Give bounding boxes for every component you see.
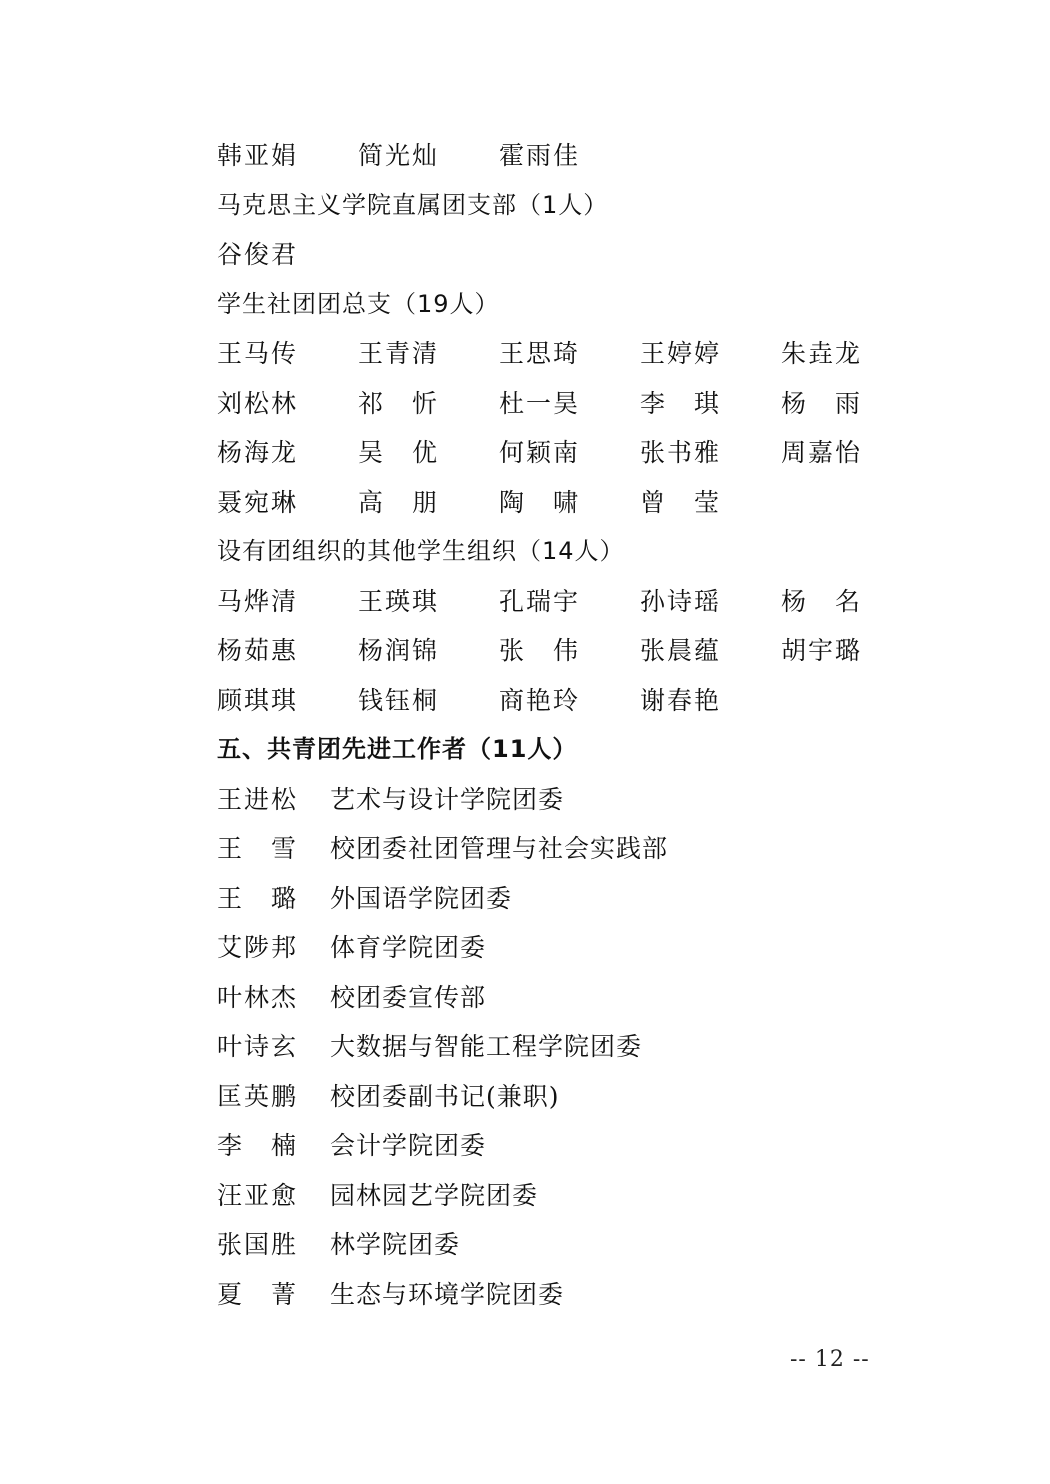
person-name: 谷俊君 (217, 240, 297, 269)
worker-name: 叶林杰 (217, 982, 297, 1012)
person-name: 高 朋 (358, 487, 438, 517)
worker-row (217, 1072, 937, 1122)
person-name: 霍雨佳 (499, 141, 579, 170)
document-body (217, 131, 937, 1319)
worker-row (217, 1121, 937, 1171)
worker-name: 艾陟邦 (217, 933, 297, 962)
name-row (217, 626, 937, 676)
name-cell (358, 478, 499, 528)
person-name: 陶 啸 (499, 487, 579, 517)
person-name: 何颖南 (499, 438, 579, 467)
name-cell (781, 329, 922, 379)
worker-row (217, 973, 937, 1023)
person-name: 聂宛琳 (217, 487, 297, 517)
worker-unit: 外国语学院团委 (330, 883, 513, 913)
worker-unit: 林学院团委 (330, 1230, 461, 1259)
name-row (217, 478, 937, 528)
person-name: 孙诗瑶 (640, 586, 720, 616)
person-name: 曾 莹 (640, 487, 720, 517)
person-name: 王马传 (217, 339, 297, 368)
name-cell (499, 428, 640, 478)
name-cell (499, 131, 640, 181)
name-cell (217, 577, 358, 627)
name-cell (781, 428, 922, 478)
name-cell (358, 379, 499, 429)
worker-unit: 园林园艺学院团委 (330, 1180, 539, 1210)
person-name: 王青清 (358, 339, 438, 368)
name-cell (499, 577, 640, 627)
name-cell (358, 626, 499, 676)
name-cell (217, 428, 358, 478)
worker-unit: 体育学院团委 (330, 933, 487, 962)
worker-name: 王 璐 (217, 883, 297, 913)
person-name: 杨 名 (781, 586, 861, 616)
person-name: 韩亚娟 (217, 141, 297, 170)
name-cell (217, 626, 358, 676)
person-name: 胡宇璐 (781, 636, 861, 665)
person-name: 张书雅 (640, 438, 720, 467)
name-cell (358, 428, 499, 478)
worker-name: 李 楠 (217, 1131, 297, 1160)
section-heading: 五、共青团先进工作者（11人） (217, 735, 578, 763)
name-cell (640, 478, 781, 528)
person-name: 简光灿 (358, 141, 438, 170)
section-heading: 马克思主义学院直属团支部（1人） (217, 190, 609, 219)
name-cell (217, 329, 358, 379)
name-cell (499, 676, 640, 726)
person-name: 张 伟 (499, 636, 579, 665)
person-name: 祁 忻 (358, 388, 438, 418)
person-name: 刘松林 (217, 388, 297, 418)
name-cell (358, 676, 499, 726)
name-cell (781, 626, 922, 676)
worker-name: 王进松 (217, 784, 297, 814)
name-cell (640, 577, 781, 627)
worker-row (217, 1171, 937, 1221)
person-name: 周嘉怡 (781, 438, 861, 467)
worker-name: 叶诗玄 (217, 1032, 297, 1061)
worker-unit: 大数据与智能工程学院团委 (330, 1032, 643, 1061)
person-name: 孔瑞宇 (499, 586, 579, 616)
name-cell (640, 626, 781, 676)
person-name: 钱钰桐 (358, 685, 438, 715)
worker-row (217, 1022, 937, 1072)
worker-row (217, 824, 937, 874)
name-cell (217, 478, 358, 528)
worker-unit: 会计学院团委 (330, 1131, 487, 1160)
name-row (217, 131, 937, 181)
worker-name: 王 雪 (217, 834, 297, 863)
worker-unit: 生态与环境学院团委 (330, 1279, 565, 1309)
name-cell (217, 131, 358, 181)
name-cell (217, 230, 358, 280)
person-name: 马烨清 (217, 586, 297, 616)
name-cell (640, 329, 781, 379)
name-cell (781, 379, 922, 429)
person-name: 杨海龙 (217, 438, 297, 467)
person-name: 杜一昊 (499, 388, 579, 418)
name-row (217, 577, 937, 627)
name-row (217, 379, 937, 429)
worker-name: 匡英鹏 (217, 1081, 297, 1111)
worker-row (217, 1270, 937, 1320)
person-name: 杨润锦 (358, 636, 438, 665)
name-cell (358, 131, 499, 181)
name-cell (499, 626, 640, 676)
person-name: 杨 雨 (781, 388, 861, 418)
section-heading: 设有团组织的其他学生组织（14人） (217, 537, 625, 565)
name-cell (499, 329, 640, 379)
person-name: 商艳玲 (499, 685, 579, 715)
worker-unit: 艺术与设计学院团委 (330, 784, 565, 814)
name-row (217, 230, 937, 280)
worker-name: 夏 菁 (217, 1279, 297, 1309)
name-cell (640, 676, 781, 726)
worker-row (217, 923, 937, 973)
worker-row (217, 1220, 937, 1270)
person-name: 顾琪琪 (217, 685, 297, 715)
person-name: 张晨蕴 (640, 636, 720, 665)
person-name: 王思琦 (499, 339, 579, 368)
name-cell (499, 478, 640, 528)
person-name: 杨茹惠 (217, 636, 297, 665)
worker-row (217, 874, 937, 924)
person-name: 王婷婷 (640, 339, 720, 368)
section-heading: 学生社团团总支（19人） (217, 289, 500, 318)
worker-unit: 校团委宣传部 (330, 982, 487, 1012)
name-cell (499, 379, 640, 429)
worker-name: 张国胜 (217, 1230, 297, 1259)
worker-unit: 校团委副书记(兼职) (330, 1081, 560, 1111)
name-cell (217, 379, 358, 429)
name-row (217, 329, 937, 379)
name-cell (640, 379, 781, 429)
name-cell (640, 428, 781, 478)
name-cell (358, 577, 499, 627)
name-cell (358, 329, 499, 379)
person-name: 朱垚龙 (781, 339, 861, 368)
page-number: -- 12 -- (790, 1347, 870, 1372)
name-row (217, 676, 937, 726)
person-name: 王瑛琪 (358, 586, 438, 616)
person-name: 李 琪 (640, 388, 720, 418)
worker-unit: 校团委社团管理与社会实践部 (330, 834, 669, 863)
person-name: 吴 优 (358, 438, 438, 467)
name-cell (217, 676, 358, 726)
name-row (217, 428, 937, 478)
name-cell (781, 577, 922, 627)
worker-name: 汪亚愈 (217, 1180, 297, 1210)
person-name: 谢春艳 (640, 685, 720, 715)
worker-row (217, 775, 937, 825)
